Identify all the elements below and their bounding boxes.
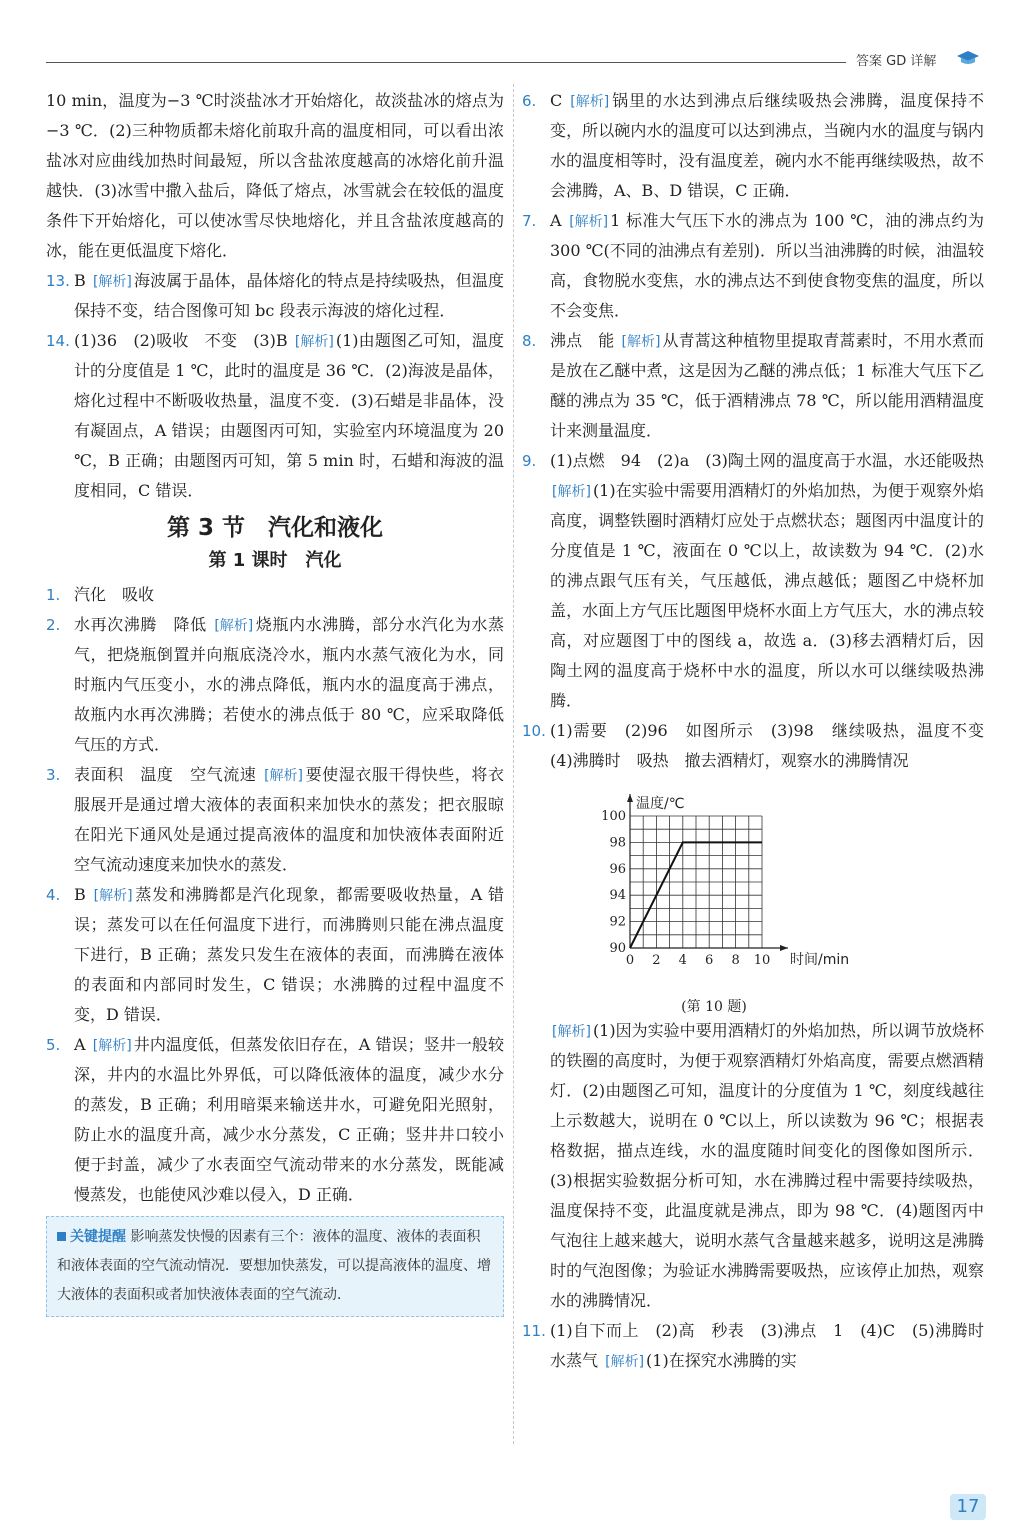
analysis-tag: [解析]: [93, 888, 133, 904]
page-number: 17: [950, 1494, 986, 1520]
question-3: [46, 760, 504, 880]
square-bullet-icon: [57, 1232, 66, 1241]
temperature-time-chart: [594, 782, 874, 992]
question-number: 9.: [522, 452, 537, 470]
analysis-text: 1 标准大气压下水的沸点为 100 ℃，油的沸点约为 300 ℃(不同的油沸点有差别)．所以当油沸腾的时候，油温较高，食物脱水变焦，水的沸点达不到使食物变焦的温度，所以不会变焦．: [550, 211, 985, 320]
question-5: [46, 1030, 504, 1210]
analysis-tag: [解析]: [552, 1024, 591, 1040]
x-tick-label: 10: [753, 953, 771, 968]
continued-paragraph: 10 min，温度为−3 ℃时淡盐冰才开始熔化，故淡盐冰的熔点为−3 ℃．(2)三种物质都未熔化前取升高的温度相同，可以看出浓盐冰对应曲线加热时间最短，所以含盐浓度越高的冰熔化前升温越快．(3)冰雪中撒入盐后，降低了熔点，冰雪就会在较低的温度条件下开始熔化，可以使冰雪尽快地熔化，并且含盐浓度越高的冰，能在更低温度下熔化．: [46, 91, 504, 260]
question-number: 10.: [522, 722, 546, 740]
column-divider: [513, 84, 514, 1444]
analysis-tag: [解析]: [570, 94, 610, 110]
key-reminder-box: [46, 1216, 504, 1317]
answer: C: [550, 91, 563, 110]
x-tick-label: 0: [625, 953, 635, 968]
right-column: [522, 86, 1001, 1376]
x-tick-label: 8: [731, 953, 740, 968]
analysis-tag: [解析]: [294, 334, 334, 350]
question-6: [522, 86, 984, 206]
answer: A: [74, 1035, 86, 1054]
key-reminder-text: 影响蒸发快慢的因素有三个：液体的温度、液体的表面积和液体表面的空气流动情况．要想加快蒸发，可以提高液体的温度、增大液体的表面积或者加快液体表面的空气流动．: [57, 1229, 491, 1303]
analysis-tag: [解析]: [552, 484, 591, 500]
analysis-text: 井内温度低，但蒸发依旧存在，A 错误；竖井一般较深，井内的水温比外界低，可以降低液体的温度，减少水分的蒸发，B 正确；利用暗渠来输送井水，可避免阳光照射，防止水的温度升高，减少水分蒸发，C 正确；竖井井口较小便于封盖，减少了水表面空气流动带来的水分蒸发，既能减慢蒸发，也能使风沙难以侵入，D 正确．: [74, 1035, 504, 1204]
x-tick-label: 6: [705, 953, 714, 968]
y-tick-label: 94: [609, 888, 626, 904]
chart-figure: [594, 782, 894, 1016]
analysis-tag: [解析]: [214, 618, 254, 634]
analysis-text: 锅里的水达到沸点后继续吸热会沸腾，温度保持不变，所以碗内水的温度可以达到沸点，当碗内水的温度与锅内水的温度相等时，没有温度差，碗内水不能再继续吸热，故不会沸腾，A、B、D 错误，C 正确．: [550, 91, 984, 200]
analysis-text: (1)由题图乙可知，温度计的分度值是 1 ℃，此时的温度是 36 ℃．(2)海波是晶体，熔化过程中不断吸收热量，温度不变．(3)石蜡是非晶体，没有凝固点，A 错误；由题图丙可知，实验室内环境温度为 20 ℃，B 正确；由题图丙可知，第 5 min 时，石蜡和海波的温度相同，C 错误．: [74, 331, 504, 500]
analysis-text: 蒸发和沸腾都是汽化现象，都需要吸收热量，A 错误；蒸发可以在任何温度下进行，而沸腾则只能在沸点温度下进行，B 正确；蒸发只发生在液体的表面，而沸腾在液体的表面和内部同时发生，C 错误；水沸腾的过程中温度不变，D 错误．: [74, 885, 504, 1024]
analysis-text: (1)因为实验中要用酒精灯的外焰加热，所以调节放烧杯的铁圈的高度时，为便于观察酒精灯外焰高度，需要点燃酒精灯．(2)由题图乙可知，温度计的分度值为 1 ℃，刻度线越往上示数越大，说明在 0 ℃以上，所以读数为 96 ℃；根据表格数据，描点连线，水的温度随时间变化的图像如图所示．(3)根据实验数据分析可知，水在沸腾过程中需要持续吸热，温度保持不变，此温度就是沸点，即为 98 ℃．(4)题图丙中气泡往上越来越大，说明水蒸气含量越来越多，说明这是沸腾时的气泡图像；为验证水沸腾需要吸热，应该停止加热，观察水的沸腾情况．: [550, 1021, 984, 1310]
question-7: [522, 206, 984, 326]
question-1: [46, 580, 504, 610]
header-label: 答案 GD 详解: [856, 54, 937, 69]
analysis-text: 要使湿衣服干得快些，将衣服展开是通过增大液体的表面积来加快水的蒸发；把衣服晾在阳光下通风处是通过提高液体的温度和加快液体表面附近空气流动速度来加快水的蒸发．: [74, 765, 504, 874]
analysis-tag: [解析]: [621, 334, 661, 350]
key-reminder-label: 关键提醒: [70, 1229, 126, 1245]
left-column: [46, 86, 504, 1317]
question-2: [46, 610, 504, 760]
question-number: 5.: [46, 1036, 61, 1054]
y-tick-label: 90: [609, 941, 626, 956]
answer: (1)自下而上 (2)高 秒表 (3)沸点 1 (4)C (5)沸腾时 水蒸气: [550, 1321, 1001, 1370]
answer: 汽化 吸收: [74, 585, 155, 604]
y-tick-label: 92: [609, 914, 626, 930]
header-rule: [46, 62, 846, 63]
question-10-analysis: [522, 1016, 984, 1316]
question-4: [46, 880, 504, 1030]
x-axis-arrow: [780, 945, 788, 951]
question-number: 6.: [522, 92, 537, 110]
analysis-tag: [解析]: [92, 1038, 132, 1054]
question-8: [522, 326, 984, 446]
y-tick-label: 96: [609, 861, 626, 877]
question-11: [522, 1316, 1001, 1376]
lesson-title: 第 1 课时 汽化: [208, 550, 342, 571]
answer: (1)需要 (2)96 如图所示 (3)98 继续吸热，温度不变 (4)沸腾时 吸热 撤去酒精灯，观察水的沸腾情况: [550, 721, 1001, 770]
answer: 沸点 能: [550, 331, 615, 350]
answer: 水再次沸腾 降低: [74, 615, 207, 634]
question-number: 3.: [46, 766, 61, 784]
question-number: 2.: [46, 616, 61, 634]
question-number: 8.: [522, 332, 537, 350]
question-number: 4.: [46, 886, 61, 904]
answer: A: [550, 211, 562, 230]
y-tick-label: 100: [601, 809, 626, 824]
y-axis-arrow: [627, 794, 633, 802]
analysis-text: 海波属于晶体，晶体熔化的特点是持续吸热，但温度保持不变，结合图像可知 bc 段表示海波的熔化过程．: [74, 271, 504, 320]
analysis-text: (1)在探究水沸腾的实: [646, 1351, 797, 1370]
y-axis-label: 温度/℃: [636, 796, 685, 812]
answer: B: [74, 885, 86, 904]
graduation-cap-icon: [956, 50, 980, 66]
analysis-tag: [解析]: [264, 768, 303, 784]
answer: 表面积 温度 空气流速: [74, 765, 257, 784]
answer: (1)点燃 94 (2)a (3)陶土网的温度高于水温，水还能吸热: [550, 451, 984, 470]
answer: B: [74, 271, 86, 290]
analysis-text: (1)在实验中需要用酒精灯的外焰加热，为便于观察外焰高度，调整铁圈时酒精灯应处于点燃状态；题图丙中温度计的分度值是 1 ℃，液面在 0 ℃以上，故读数为 94 ℃．(2)水的沸点跟气压有关，气压越低，沸点越低；题图乙中烧杯加盖，水面上方气压比题图甲烧杯水面上方气压大，水的沸点较高，对应题图丁中的图线 a，故选 a．(3)移去酒精灯后，因陶土网的温度高于烧杯中水的温度，所以水可以继续吸热沸腾．: [550, 481, 984, 710]
question-number: 1.: [46, 586, 61, 604]
question-number: 14.: [46, 332, 70, 350]
question-number: 13.: [46, 272, 70, 290]
analysis-tag: [解析]: [605, 1354, 645, 1370]
question-number: 11.: [522, 1322, 546, 1340]
analysis-text: 烧瓶内水沸腾，部分水汽化为水蒸气，把烧瓶倒置并向瓶底浇冷水，瓶内水蒸气液化为水，同时瓶内气压变小，水的沸点降低，瓶内水的温度高于沸点，故瓶内水再次沸腾；若使水的沸点低于 80 ℃，应采取降低气压的方式．: [74, 615, 504, 754]
x-tick-label: 2: [652, 953, 661, 968]
question-10: [522, 716, 1001, 776]
analysis-tag: [解析]: [569, 214, 609, 230]
section-title: 第 3 节 汽化和液化: [166, 515, 384, 541]
question-number: 7.: [522, 212, 537, 230]
analysis-text: 从青蒿这种植物里提取青蒿素时，不用水煮而是放在乙醚中煮，这是因为乙醚的沸点低；1 标准大气压下乙醚的沸点为 35 ℃，低于酒精沸点 78 ℃，所以能用酒精温度计来测量温度．: [550, 331, 984, 440]
question-9: [522, 446, 984, 716]
analysis-tag: [解析]: [92, 274, 132, 290]
answer: (1)36 (2)吸收 不变 (3)B: [74, 331, 288, 350]
x-tick-label: 4: [678, 953, 687, 968]
question-13: [46, 266, 504, 326]
y-tick-label: 98: [609, 835, 626, 851]
figure-caption: (第 10 题): [681, 999, 747, 1015]
question-14: [46, 326, 504, 506]
x-axis-label: 时间/min: [790, 952, 850, 968]
